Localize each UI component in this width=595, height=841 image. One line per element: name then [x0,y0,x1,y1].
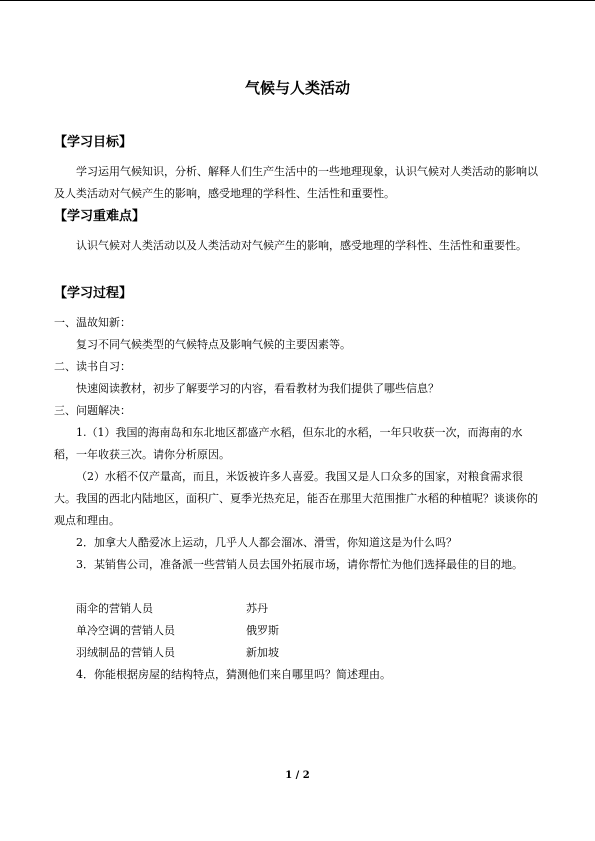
question-2: 2．加拿大人酷爱冰上运动，几乎人人都会溜冰、滑雪，你知道这是为什么吗？ [76,536,457,549]
part1-text: 复习不同气候类型的气候特点及影响气候的主要因素等。 [76,338,351,351]
goals-text: 学习运用气候知识，分析、解释人们生产生活中的一些地理现象，认识气候对人类活动的影响以及人类活动对气候产生的影响，感受地理的学科性、生活性和重要性。 [54,165,538,200]
part2-text: 快速阅读教材，初步了解要学习的内容，看看教材为我们提供了哪些信息？ [76,382,439,395]
question-1b: （2）水稻不仅产量高，而且，米饭被许多人喜爱。我国又是人口众多的国家，对粮食需求很大。我国的西北内陆地区，面积广、夏季光热充足，能否在那里大范围推广水稻的种植呢？谈谈你的观点和理由。 [54,470,538,527]
sales-role: 单冷空调的营销人员 [76,624,175,637]
top-rule [0,0,595,1]
question-4: 4．你能根据房屋的结构特点，猜测他们来自哪里吗？简述理由。 [76,668,391,681]
process-heading: 【学习过程】 [54,286,133,301]
sales-place: 苏丹 [246,602,268,615]
question-3: 3．某销售公司，准备派一些营销人员去国外拓展市场，请你帮忙为他们选择最佳的目的地。 [76,558,523,571]
key-points-text: 认识气候对人类活动以及人类活动对气候产生的影响，感受地理的学科性、生活性和重要性。 [76,239,527,252]
part2-title: 二、读书自习： [54,360,131,373]
sales-role: 羽绒制品的营销人员 [76,646,175,659]
sales-place: 俄罗斯 [246,624,279,637]
part3-title: 三、问题解决： [54,404,131,417]
sales-place: 新加坡 [246,646,279,659]
page-number: 1 / 2 [285,770,310,781]
part1-title: 一、温故知新： [54,316,131,329]
goals-heading: 【学习目标】 [54,135,133,150]
key-points-heading: 【学习重难点】 [54,209,146,224]
page-title: 气候与人类活动 [244,79,350,97]
sales-role: 雨伞的营销人员 [76,602,153,615]
question-1a: 1.（1）我国的海南岛和东北地区都盛产水稻，但东北的水稻，一年只收获一次，而海南的水稻，一年收获三次。请你分析原因。 [54,426,523,461]
